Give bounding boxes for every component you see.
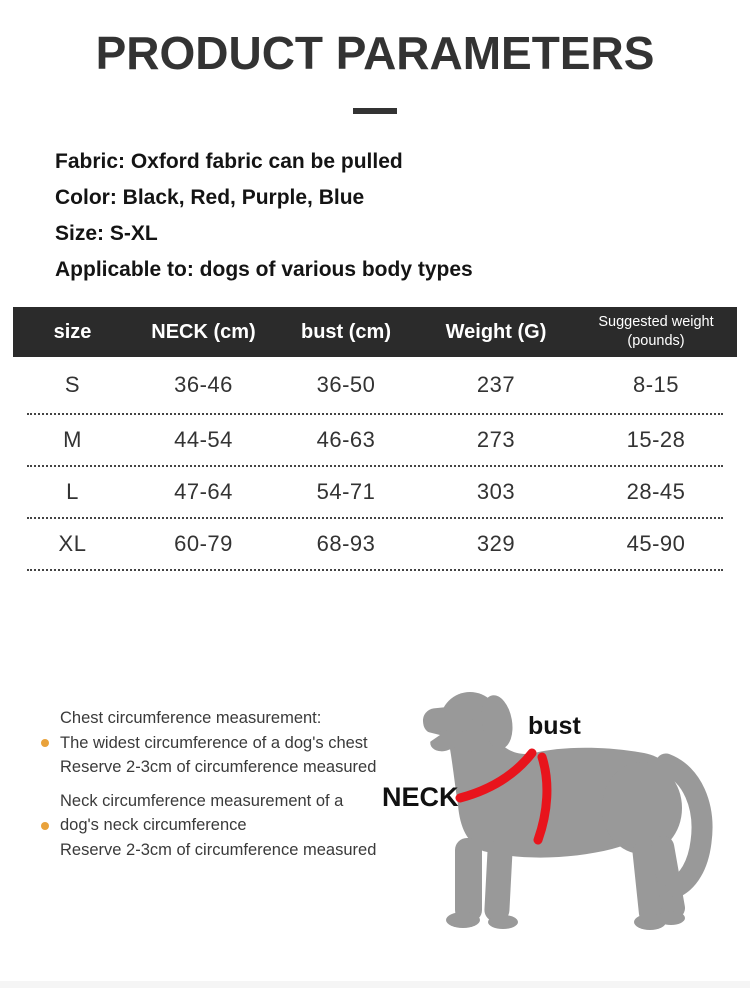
note-line: The widest circumference of a dog's chest [60, 733, 368, 752]
table-cell: 60-79 [174, 531, 233, 556]
table-cell: M [63, 427, 82, 452]
note-line: Neck circumference measurement of a [60, 791, 344, 810]
table-cell: 329 [476, 531, 516, 556]
bust-label: bust [528, 712, 581, 740]
size-table-header [13, 307, 737, 357]
table-cell: 36-46 [174, 372, 233, 397]
table-cell: 28-45 [626, 479, 686, 504]
row-separator [27, 569, 723, 571]
note-line: Chest circumference measurement: [60, 709, 322, 727]
bullet-dot-icon [41, 739, 49, 747]
table-row-m [13, 415, 737, 465]
table-cell: 273 [476, 427, 516, 452]
product-info [55, 144, 473, 288]
neck-label: NECK [382, 782, 459, 812]
table-cell: 8-15 [632, 372, 680, 397]
dog-measurement-diagram [370, 670, 750, 988]
page-title: PRODUCT PARAMETERS [95, 27, 655, 79]
info-applicable: Applicable to: dogs of various body types [55, 258, 473, 281]
table-cell: 45-90 [626, 531, 686, 556]
table-row-l [13, 467, 737, 517]
table-cell: S [64, 372, 81, 397]
header-size: size [53, 320, 92, 343]
header-weight: Weight (G) [445, 320, 547, 343]
header-bust: bust (cm) [301, 320, 391, 343]
info-size: Size: S-XL [55, 222, 158, 245]
table-cell: 36-50 [316, 372, 376, 397]
table-cell: XL [58, 531, 87, 556]
header-suggested-weight: Suggested weight (pounds) [598, 314, 714, 349]
info-fabric: Fabric: Oxford fabric can be pulled [55, 150, 403, 173]
note-line: Reserve 2-3cm of circumference measured [60, 840, 377, 859]
table-cell: 54-71 [316, 479, 376, 504]
table-cell: 44-54 [174, 427, 233, 452]
table-row-s [13, 357, 737, 413]
table-row-xl [13, 519, 737, 569]
bullet-dot-icon [41, 822, 49, 830]
table-cell: 68-93 [316, 531, 376, 556]
table-cell: L [66, 479, 79, 504]
header-neck: NECK (cm) [151, 320, 256, 343]
size-table [13, 307, 737, 571]
table-cell: 237 [476, 372, 516, 397]
measurement-notes [60, 706, 420, 871]
bottom-edge-strip [0, 981, 750, 988]
table-cell: 303 [476, 479, 516, 504]
table-cell: 15-28 [626, 427, 686, 452]
table-cell: 47-64 [174, 479, 233, 504]
info-color: Color: Black, Red, Purple, Blue [55, 186, 365, 209]
title-divider [353, 108, 397, 114]
neck-measurement-note [60, 789, 420, 863]
table-cell: 46-63 [316, 427, 376, 452]
chest-measurement-note [60, 706, 420, 780]
note-line: dog's neck circumference [60, 816, 247, 834]
note-line: Reserve 2-3cm of circumference measured [60, 758, 377, 776]
